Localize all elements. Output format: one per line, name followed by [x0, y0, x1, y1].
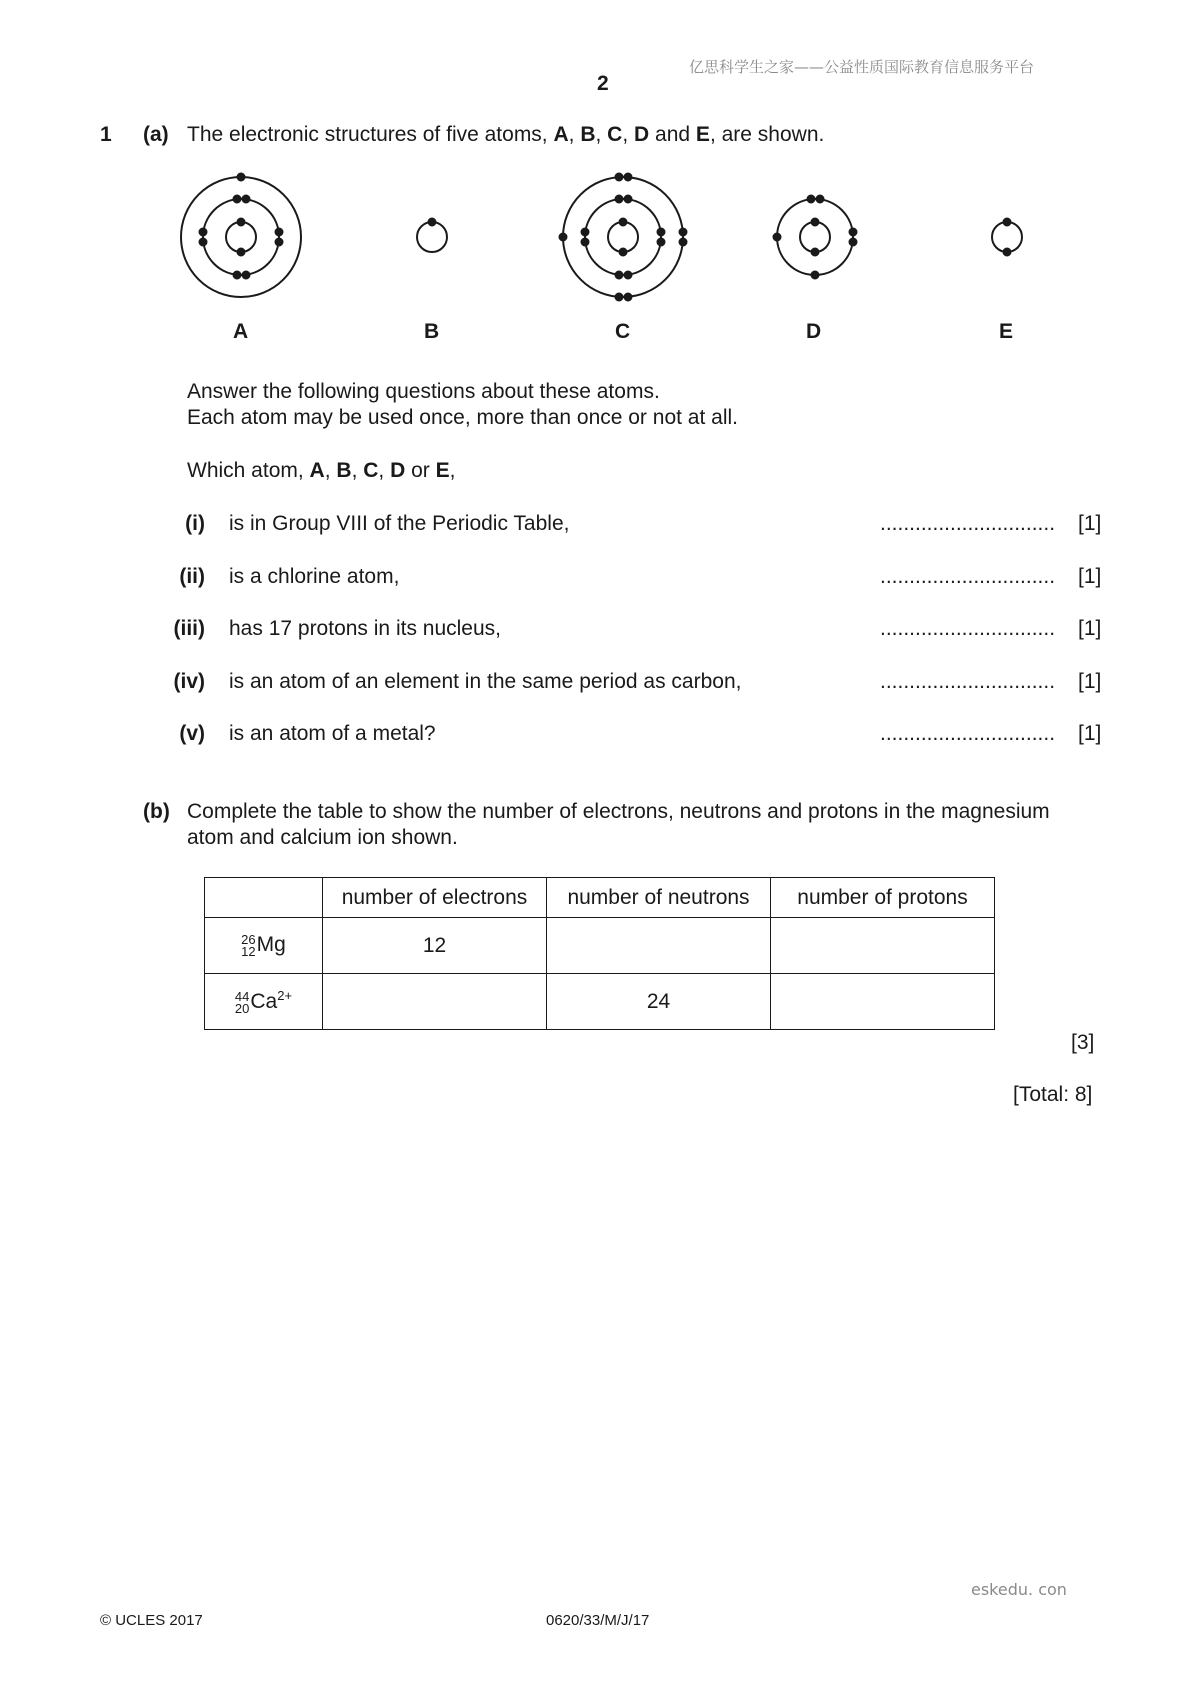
answer-line[interactable]: ..............................: [880, 617, 1056, 640]
table-row: [205, 918, 995, 974]
atom-e-diagram: [992, 218, 1022, 256]
table-header-cell: number of protons: [771, 878, 995, 918]
atom-label-d: D: [806, 320, 822, 343]
watermark-top: 亿思科学生之家——公益性质国际教育信息服务平台: [689, 58, 1035, 76]
marks: [1]: [1078, 617, 1102, 640]
table-cell-protons[interactable]: [771, 918, 995, 974]
instruction-line-1: Answer the following questions about these atoms.: [187, 380, 660, 403]
marks: [1]: [1078, 512, 1102, 535]
sub-question-label: (i): [185, 512, 205, 535]
table-row: [205, 974, 995, 1030]
table-header-row: [205, 878, 995, 918]
particle-table: [204, 877, 995, 1030]
part-a-label: (a): [143, 123, 169, 146]
answer-line[interactable]: ..............................: [880, 722, 1056, 745]
table-cell-electrons[interactable]: 12: [323, 918, 547, 974]
atom-d-diagram: [773, 195, 857, 279]
watermark-bottom: eskedu. con: [971, 1580, 1067, 1599]
table-header-cell: number of neutrons: [547, 878, 771, 918]
sub-question-text: has 17 protons in its nucleus,: [229, 617, 501, 640]
part-b-line-2: atom and calcium ion shown.: [187, 826, 458, 849]
sub-question-text: is an atom of a metal?: [229, 722, 436, 745]
atom-label-e: E: [999, 320, 1014, 343]
part-b-marks: [3]: [1071, 1031, 1095, 1054]
footer-copyright: © UCLES 2017: [100, 1612, 203, 1629]
part-a-intro: The electronic structures of five atoms, A, B, C, D and E, are shown.: [187, 123, 825, 146]
page-number: 2: [597, 72, 609, 95]
part-b-line-1: Complete the table to show the number of electrons, neutrons and protons in the magnesium: [187, 800, 1050, 823]
atom-label-b: B: [424, 320, 440, 343]
atom-label-a: A: [233, 320, 249, 343]
answer-line[interactable]: ..............................: [880, 512, 1056, 535]
atom-label-c: C: [615, 320, 631, 343]
nuclide-symbol-ca: 44 20 $Ca^{2+}$: [205, 974, 323, 1030]
table-cell-protons[interactable]: [771, 974, 995, 1030]
table-cell-neutrons[interactable]: [547, 918, 771, 974]
sub-question-text: is in Group VIII of the Periodic Table,: [229, 512, 570, 535]
sub-question-text: is an atom of an element in the same period as carbon,: [229, 670, 742, 693]
footer-code: 0620/33/M/J/17: [546, 1612, 650, 1629]
answer-line[interactable]: ..............................: [880, 565, 1056, 588]
atom-c-diagram: [559, 173, 687, 301]
sub-question-label: (iv): [173, 670, 205, 693]
table-cell-neutrons[interactable]: 24: [547, 974, 771, 1030]
total-marks: [Total: 8]: [1013, 1083, 1093, 1106]
atom-b-diagram: [417, 218, 447, 252]
marks: [1]: [1078, 670, 1102, 693]
answer-line[interactable]: ..............................: [880, 670, 1056, 693]
sub-question-text: is a chlorine atom,: [229, 565, 400, 588]
table-header-cell: number of electrons: [323, 878, 547, 918]
table-cell-electrons[interactable]: [323, 974, 547, 1030]
nuclide-symbol-mg: 26 12 Mg: [205, 918, 323, 974]
marks: [1]: [1078, 565, 1102, 588]
atom-diagrams: [0, 0, 1191, 340]
part-b-label: (b): [143, 800, 170, 823]
sub-question-label: (v): [179, 722, 205, 745]
sub-question-label: (ii): [179, 565, 205, 588]
table-header-cell: [205, 878, 323, 918]
which-atom-prompt: Which atom, A, B, C, D or E,: [187, 459, 456, 482]
instruction-line-2: Each atom may be used once, more than once or not at all.: [187, 406, 738, 429]
question-number: 1: [100, 123, 112, 146]
atom-a-diagram: [181, 173, 301, 297]
sub-question-label: (iii): [173, 617, 205, 640]
marks: [1]: [1078, 722, 1102, 745]
